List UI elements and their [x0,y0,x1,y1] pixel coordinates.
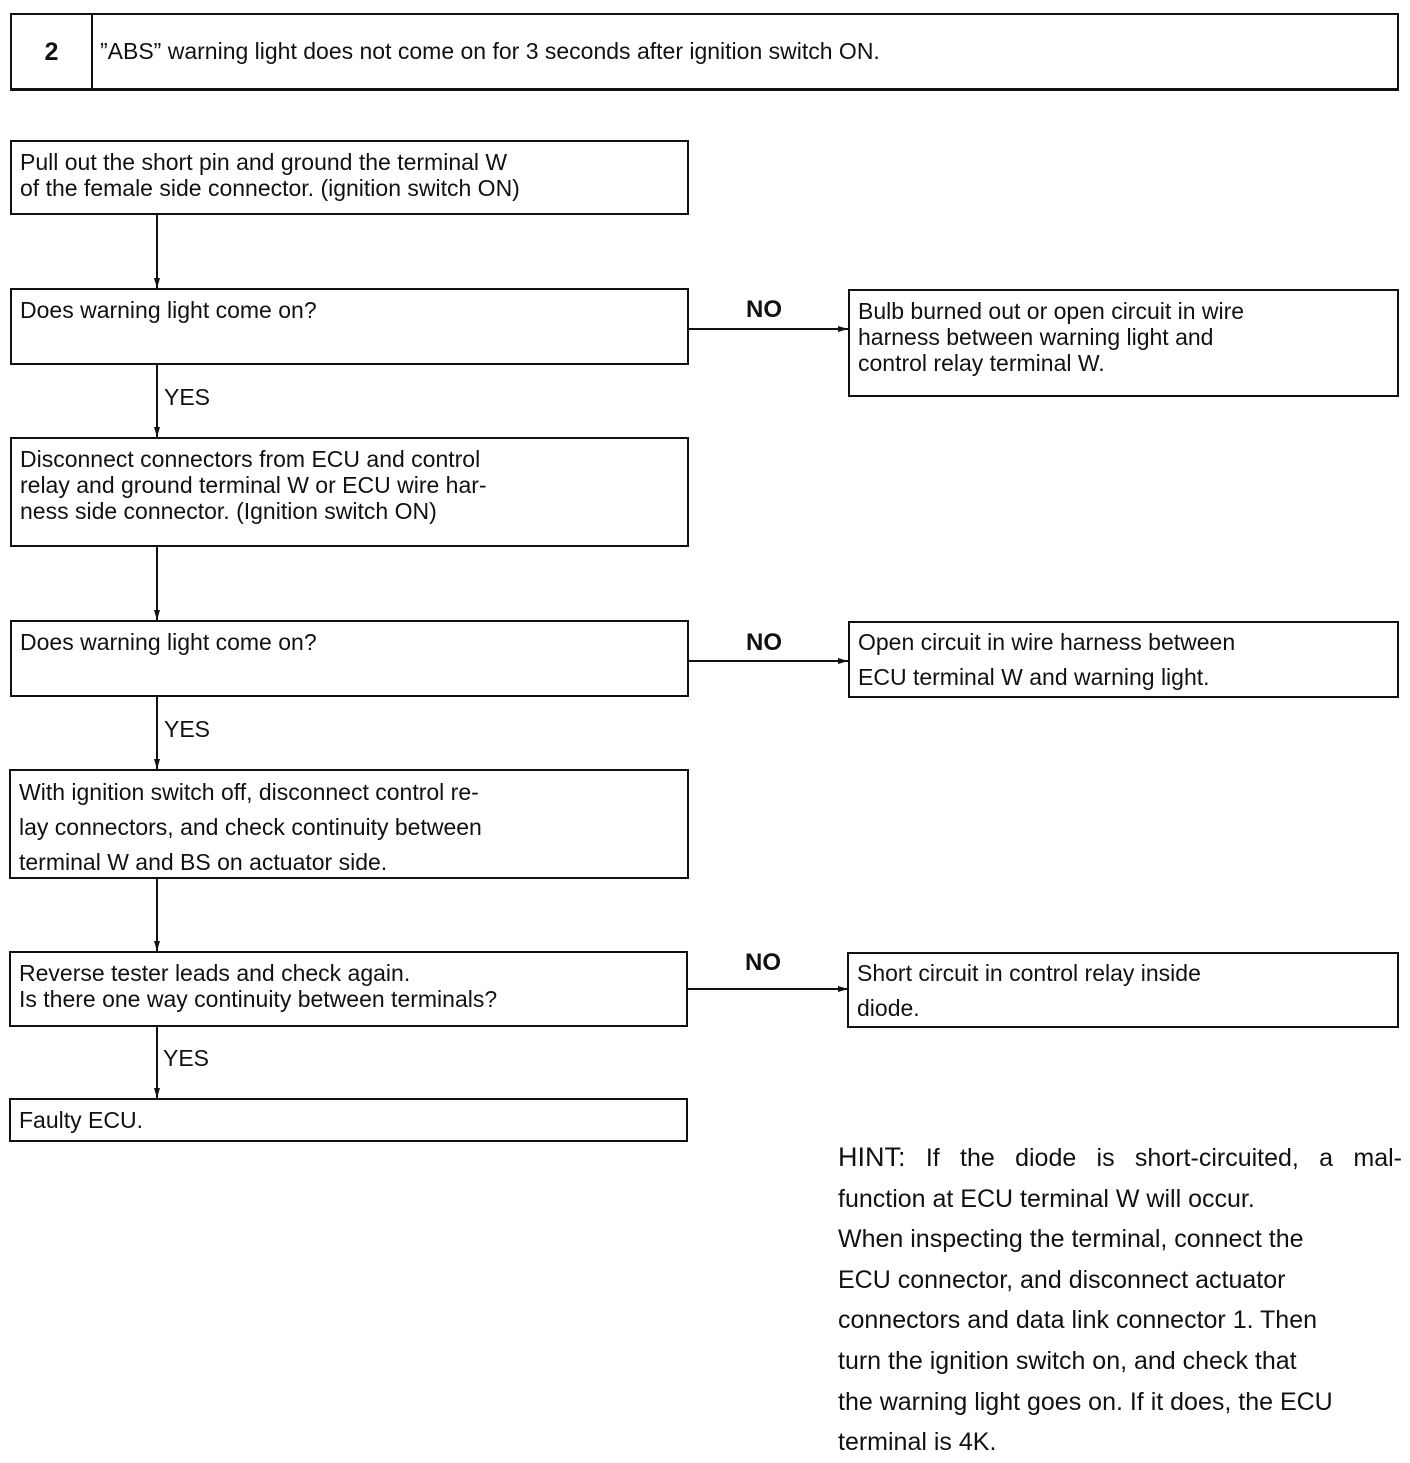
hint-label: HINT: [838,1142,906,1172]
hint-line: function at ECU terminal W will occur. [838,1184,1255,1213]
step-3-box [10,437,689,547]
step-6-yes-label: YES [163,1045,210,1071]
step-number: 2 [12,15,93,88]
hint-line: turn the ignition switch on, and check that [838,1346,1297,1375]
step-4-yes-label: YES [164,716,211,742]
step-1-text: of the female side connector. (ignition switch ON) [20,175,520,201]
step-2-no-result-box [848,289,1399,397]
step-6-question: Is there one way continuity between terminals? [19,986,498,1012]
step-2-yes-label: YES [164,384,211,410]
hint-line: When inspecting the terminal, connect the [838,1225,1304,1254]
hint-text: If the diode is short-circuited, a mal- [925,1144,1402,1172]
step-2-no-result: Bulb burned out or open circuit in wire [858,298,1245,324]
hint-line: the warning light goes on. If it does, the ECU [838,1387,1333,1416]
step-7-box [9,1098,688,1142]
hint-line: ECU connector, and disconnect actuator [838,1265,1286,1294]
step-6-no-result: Short circuit in control relay inside [857,960,1201,986]
step-7-text: Faulty ECU. [19,1107,143,1133]
step-3-text: ness side connector. (Ignition switch ON) [20,498,437,524]
step-5-text: terminal W and BS on actuator side. [19,849,388,875]
step-4-no-label: NO [746,629,782,656]
step-2-no-result: harness between warning light and [858,324,1214,350]
hint-line: terminal is 4K. [838,1428,997,1457]
step-2-question: Does warning light come on? [20,297,317,323]
step-2-no-label: NO [746,296,782,323]
step-2-question-box [10,288,689,365]
step-6-no-label: NO [745,949,781,976]
step-5-text: lay connectors, and check continuity between [19,814,482,840]
hint-line: connectors and data link connector 1. Then [838,1306,1318,1335]
step-3-text: relay and ground terminal W or ECU wire har- [20,472,487,498]
step-6-question: Reverse tester leads and check again. [19,960,411,986]
step-6-question-box [9,951,688,1027]
step-4-question: Does warning light come on? [20,629,317,655]
step-5-text: With ignition switch off, disconnect control re- [19,779,479,805]
step-4-no-result: Open circuit in wire harness between [858,629,1236,655]
step-3-text: Disconnect connectors from ECU and control [20,446,481,472]
hint-paragraph [838,1137,1402,1463]
step-4-no-result: ECU terminal W and warning light. [858,664,1210,690]
step-1-box [10,140,689,215]
step-4-question-box [10,620,689,697]
step-1-text: Pull out the short pin and ground the terminal W [20,149,508,175]
step-4-no-result-box [848,621,1399,698]
step-6-no-result: diode. [857,995,920,1021]
hint-line [838,1137,1402,1179]
step-2-no-result: control relay terminal W. [858,350,1105,376]
step-title: ”ABS” warning light does not come on for 3 seconds after ignition switch ON. [100,38,880,64]
step-5-box [9,769,689,879]
step-6-no-result-box [847,952,1399,1028]
